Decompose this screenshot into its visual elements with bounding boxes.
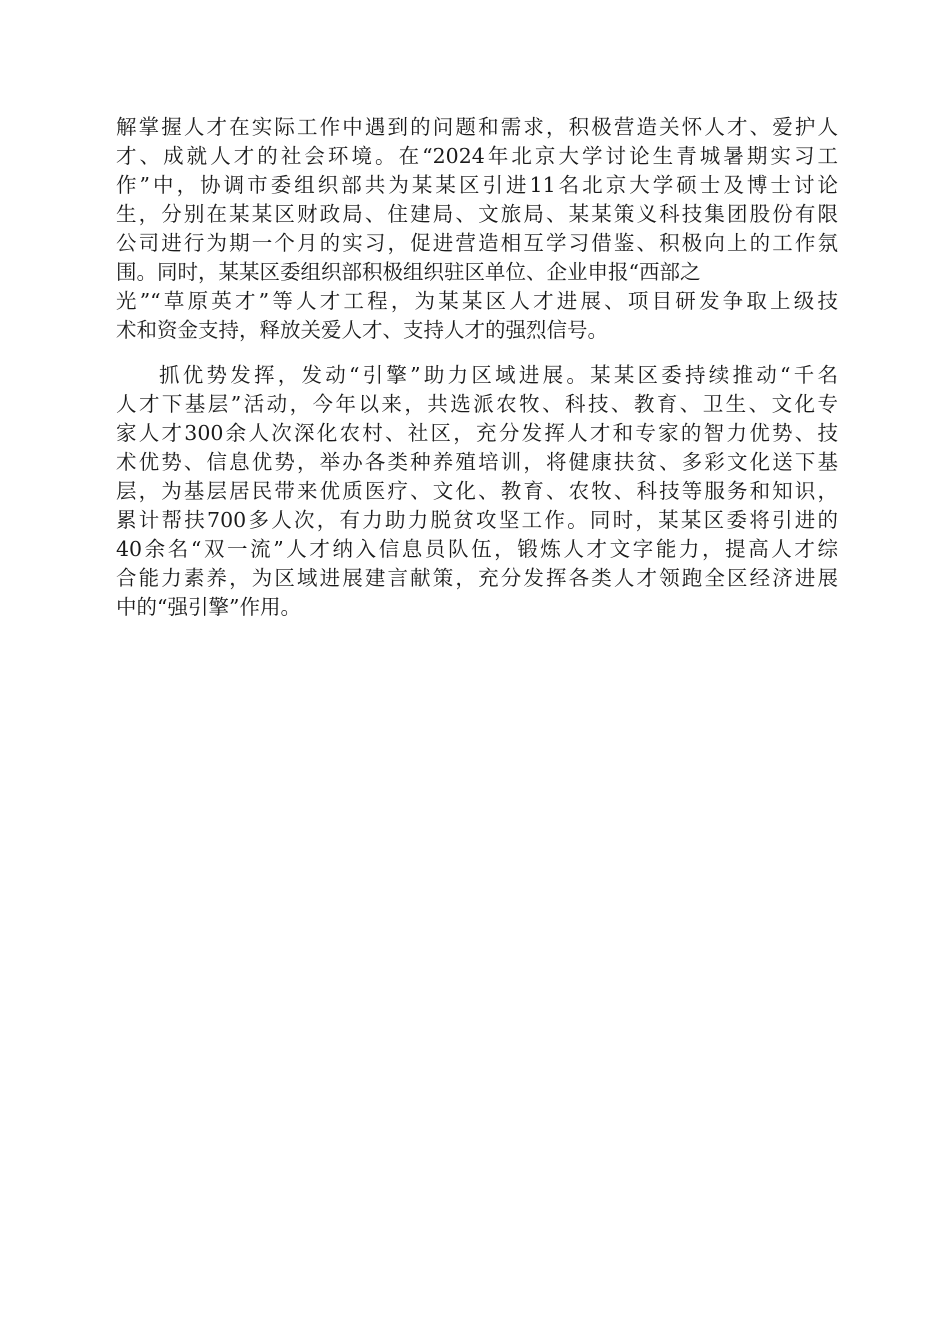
text-line: 家人才300余人次深化农村、社区，充分发挥人才和专家的智力优势、技 bbox=[116, 421, 838, 445]
text-line: 围。同时，某某区委组织部积极组织驻区单位、企业申报“西部之 bbox=[116, 260, 701, 284]
text-line: 抓优势发挥，发动“引擎”助力区域进展。某某区委持续推动“千名 bbox=[159, 363, 838, 387]
text-line: 累计帮扶700多人次，有力助力脱贫攻坚工作。同时，某某区委将引进的 bbox=[116, 508, 838, 532]
text-line: 层，为基层居民带来优质医疗、文化、教育、农牧、科技等服务和知识， bbox=[116, 479, 838, 503]
text-line: 解掌握人才在实际工作中遇到的问题和需求，积极营造关怀人才、爱护人 bbox=[116, 115, 838, 139]
text-line: 中的“强引擎”作用。 bbox=[116, 595, 301, 619]
paragraph-talent-engine bbox=[116, 361, 838, 622]
text-line: 公司进行为期一个月的实习，促进营造相互学习借鉴、积极向上的工作氛 bbox=[116, 231, 838, 255]
text-line: 作”中，协调市委组织部共为某某区引进11名北京大学硕士及博士讨论 bbox=[116, 173, 838, 197]
paragraph-spacer bbox=[116, 345, 838, 361]
text-line: 术和资金支持，释放关爱人才、支持人才的强烈信号。 bbox=[116, 318, 608, 342]
document-body bbox=[116, 113, 838, 622]
text-line: 光”“草原英才”等人才工程，为某某区人才进展、项目研发争取上级技 bbox=[116, 289, 838, 313]
text-line: 40余名“双一流”人才纳入信息员队伍，锻炼人才文字能力，提高人才综 bbox=[116, 537, 838, 561]
text-line: 合能力素养，为区域进展建言献策，充分发挥各类人才领跑全区经济进展 bbox=[116, 566, 838, 590]
paragraph-talent-environment bbox=[116, 113, 838, 345]
text-line: 生，分别在某某区财政局、住建局、文旅局、某某策义科技集团股份有限 bbox=[116, 202, 838, 226]
text-line: 术优势、信息优势，举办各类种养殖培训，将健康扶贫、多彩文化送下基 bbox=[116, 450, 838, 474]
text-line: 才、成就人才的社会环境。在“2024年北京大学讨论生青城暑期实习工 bbox=[116, 144, 838, 168]
text-line: 人才下基层”活动，今年以来，共选派农牧、科技、教育、卫生、文化专 bbox=[116, 392, 838, 416]
